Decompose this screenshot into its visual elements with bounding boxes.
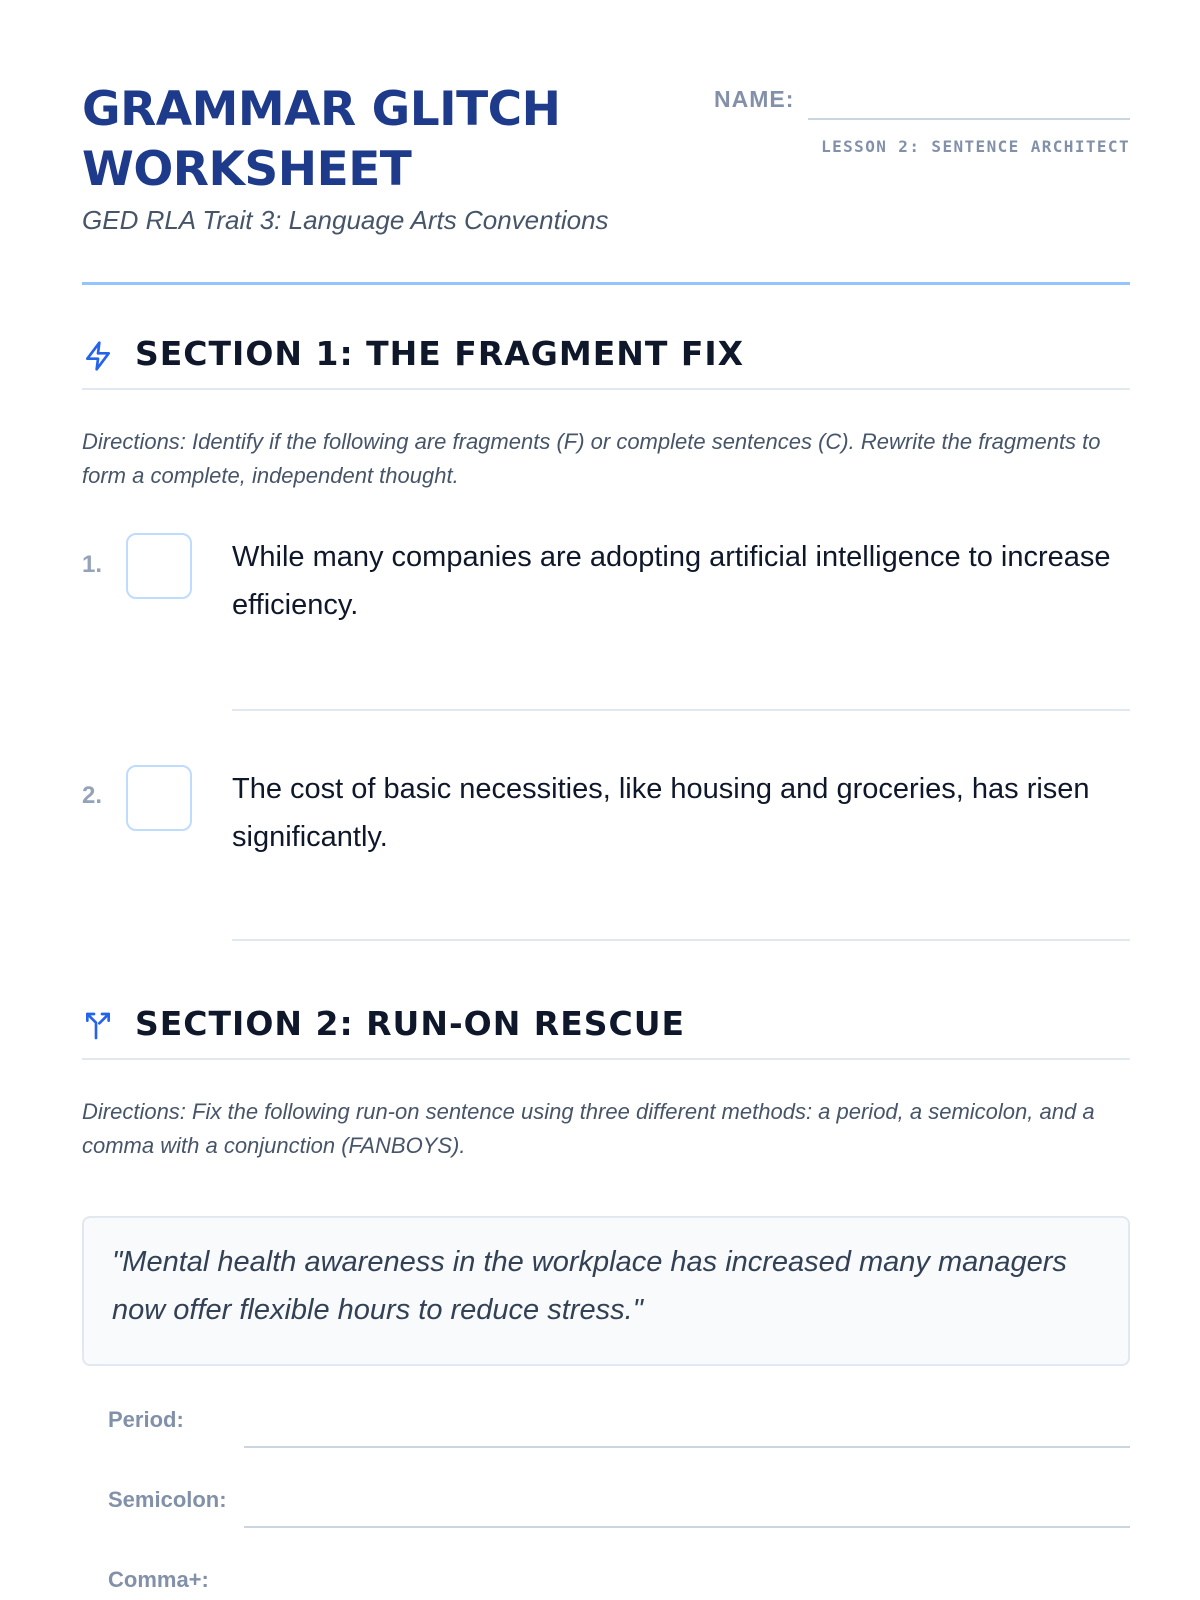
fix-label-comma: Comma+: (108, 1567, 209, 1592)
question-number: 2. (82, 782, 103, 809)
fix-label-period: Period: (108, 1407, 184, 1432)
fix-line-semicolon[interactable] (244, 1526, 1130, 1528)
name-field[interactable] (808, 118, 1130, 120)
rewrite-line[interactable] (232, 709, 1130, 711)
header-divider (82, 282, 1130, 285)
section-1-title: SECTION 1: THE FRAGMENT FIX (135, 334, 745, 373)
answer-checkbox[interactable] (126, 765, 192, 831)
split-arrows-icon (82, 1010, 114, 1042)
worksheet-title: GRAMMAR GLITCH WORKSHEET (82, 82, 561, 197)
run-on-sentence-box: "Mental health awareness in the workplace has increased many managers now offer flexible hours to reduce stress." (82, 1216, 1130, 1366)
question-number: 1. (82, 551, 103, 578)
section-1-header (82, 330, 1130, 390)
lightning-icon (82, 340, 114, 372)
question-text: While many companies are adopting artificial intelligence to increase efficiency. (232, 541, 1111, 621)
question-text: The cost of basic necessities, like housing and groceries, has risen significantly. (232, 773, 1090, 853)
lesson-label: LESSON 2: SENTENCE ARCHITECT (821, 137, 1130, 156)
section-1-directions: Directions: Identify if the following are fragments (F) or complete sentences (C). Rewrite the fragments to form a complete, independent thought. (82, 429, 1101, 488)
fix-label-semicolon: Semicolon: (108, 1487, 227, 1512)
section-2-directions: Directions: Fix the following run-on sentence using three different methods: a period, a semicolon, and a comma with a conjunction (FANBOYS). (82, 1099, 1095, 1158)
rewrite-line[interactable] (232, 939, 1130, 941)
fix-line-period[interactable] (244, 1446, 1130, 1448)
answer-checkbox[interactable] (126, 533, 192, 599)
worksheet-subtitle: GED RLA Trait 3: Language Arts Conventions (82, 205, 609, 235)
name-label: NAME: (714, 86, 795, 112)
section-2-header (82, 1000, 1130, 1060)
section-2-title: SECTION 2: RUN-ON RESCUE (135, 1004, 686, 1043)
